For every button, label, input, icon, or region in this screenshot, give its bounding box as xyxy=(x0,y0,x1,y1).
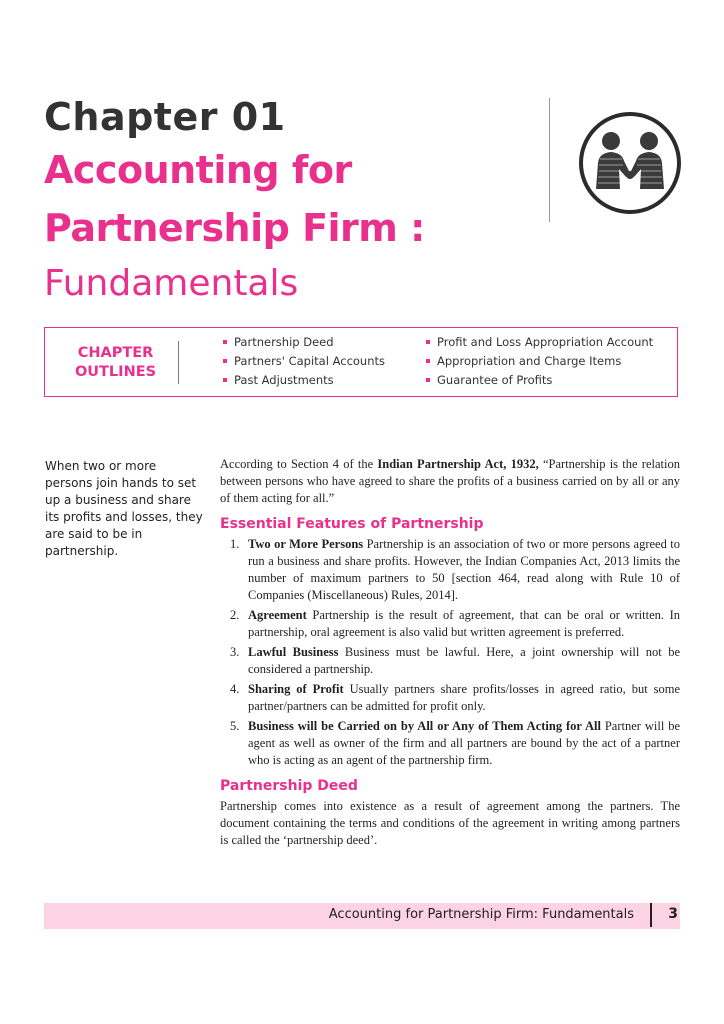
features-heading: Essential Features of Partnership xyxy=(220,516,484,532)
outline-item: Guarantee of Profits xyxy=(426,373,552,387)
outline-item: Appropriation and Charge Items xyxy=(426,354,621,368)
chapter-title-line-2: Partnership Firm : xyxy=(44,206,425,250)
margin-note: When two or more persons join hands to set up a business and share its profits and losses, they are said to be in partnership. xyxy=(45,459,203,558)
bullet-icon xyxy=(223,340,227,344)
bullet-icon xyxy=(223,359,227,363)
bullet-icon xyxy=(426,359,430,363)
deed-paragraph: Partnership comes into existence as a result of agreement among the partners. The document containing the terms and conditions of the agreement in writing among partners is called the ‘partnership deed’. xyxy=(220,799,680,847)
list-item: 1. Two or More Persons Partnership is an association of two or more persons agreed to run a business and share profits. However, the Indian Companies Act, 2013 limits the number of maximum partners to 50 [section 464, read along with Rule 10 of Companies (Miscellaneous) Rules, 2014]. xyxy=(230,537,680,602)
chapter-number: Chapter 01 xyxy=(44,95,286,139)
bullet-icon xyxy=(426,378,430,382)
outline-item: Partnership Deed xyxy=(223,335,334,349)
outlines-label-line-1: CHAPTER xyxy=(77,345,154,361)
page-footer xyxy=(44,903,680,929)
handshake-icon xyxy=(578,111,682,215)
outline-item: Past Adjustments xyxy=(223,373,334,387)
outlines-divider xyxy=(178,341,179,384)
footer-running-title: Accounting for Partnership Firm: Fundamentals xyxy=(328,907,634,922)
list-item: 5. Business will be Carried on by All or Any of Them Acting for All Partner will be agent as well as owner of the firm and all partners are bound by the act of a partner who is acting as an agent of the partnership firm. xyxy=(230,719,681,767)
outline-item: Profit and Loss Appropriation Account xyxy=(426,335,653,349)
bullet-icon xyxy=(223,378,227,382)
chapter-subtitle: Fundamentals xyxy=(44,263,299,304)
list-item: 4. Sharing of Profit Usually partners share profits/losses in agreed ratio, but some partner/partners can be admitted for profit only. xyxy=(230,682,680,713)
chapter-outlines-box xyxy=(44,327,678,397)
list-item: 3. Lawful Business Business must be lawful. Here, a joint ownership will not be considered a partnership. xyxy=(230,645,681,676)
intro-paragraph: According to Section 4 of the Indian Partnership Act, 1932, “Partnership is the relation between persons who have agreed to share the profits of a business carried on by all or any of them acting for all.” xyxy=(220,457,680,505)
page-number: 3 xyxy=(668,906,678,922)
features-list xyxy=(220,536,680,769)
deed-heading: Partnership Deed xyxy=(220,778,358,794)
list-item: 2. Agreement Partnership is the result of agreement, that can be oral or written. In partnership, oral agreement is also valid but written agreement is preferred. xyxy=(230,608,680,639)
bullet-icon xyxy=(426,340,430,344)
chapter-outlines-label xyxy=(63,344,168,382)
main-text xyxy=(220,456,680,849)
outlines-label-line-2: OUTLINES xyxy=(74,364,157,380)
chapter-title-line-1: Accounting for xyxy=(44,148,352,192)
outline-item: Partners' Capital Accounts xyxy=(223,354,385,368)
footer-divider xyxy=(650,903,652,927)
title-divider xyxy=(549,98,550,222)
